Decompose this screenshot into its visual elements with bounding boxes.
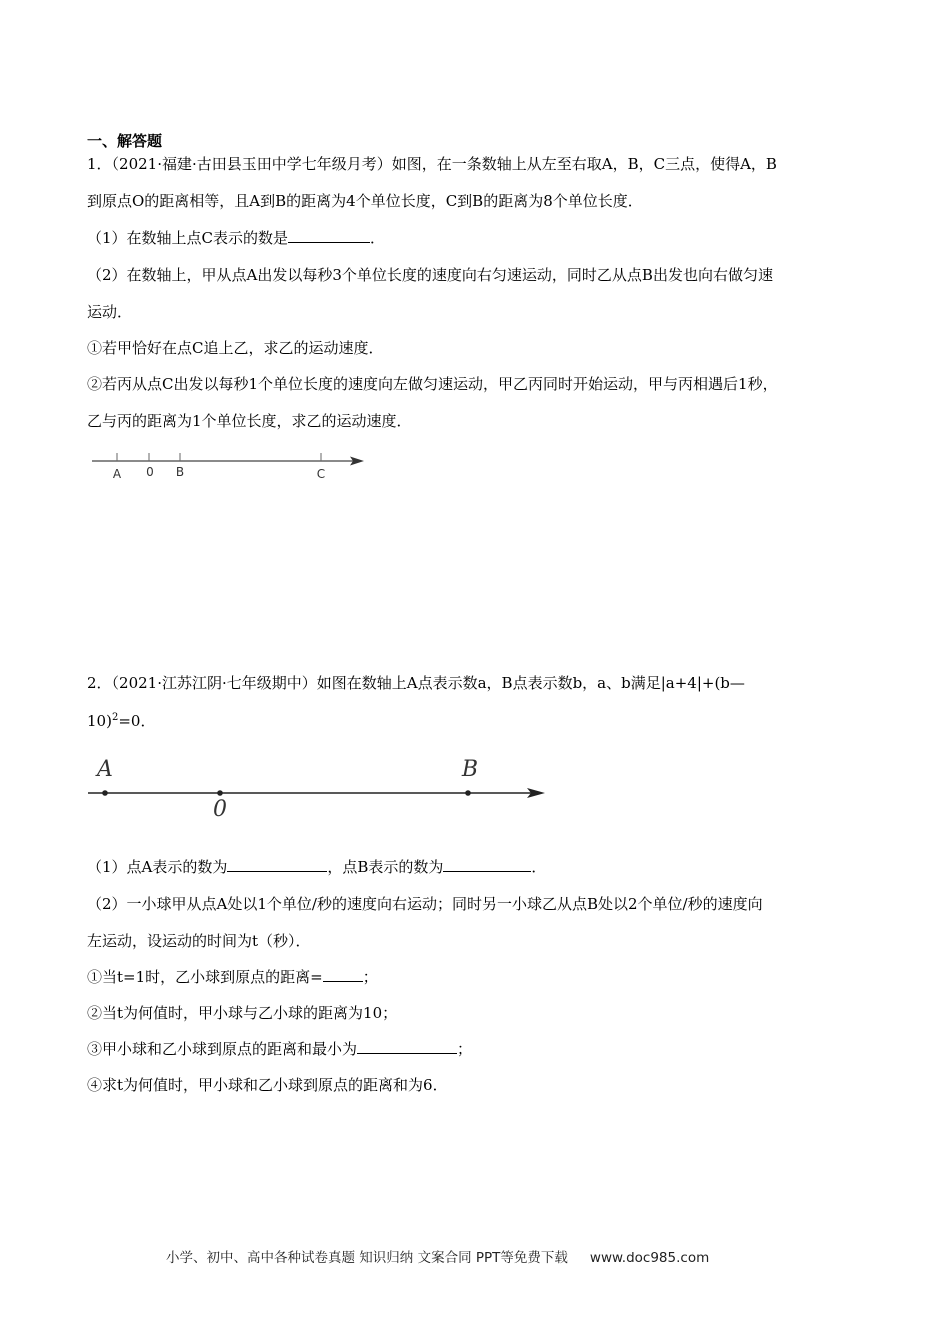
q2-part1-blank-a[interactable] bbox=[227, 857, 327, 872]
footer bbox=[166, 1246, 709, 1266]
q1-stem-line1 bbox=[87, 154, 777, 174]
q1-part1-suffix: ． bbox=[370, 229, 386, 247]
q1-label-0: 0 bbox=[146, 465, 154, 479]
q2-part1 bbox=[87, 857, 546, 877]
q1-part1 bbox=[87, 228, 385, 248]
q2-label-0: 0 bbox=[213, 797, 227, 822]
q1-number-line bbox=[88, 448, 373, 484]
q2-s1-blank[interactable] bbox=[323, 967, 363, 982]
q1-stem: 如图，在一条数轴上从左至右取A，B，C三点，使得A，B bbox=[391, 155, 777, 173]
q1-sub2-line1: ②若丙从点C出发以每秒1个单位长度的速度向左做匀速运动，甲乙丙同时开始运动，甲与丙相遇后1秒， bbox=[87, 375, 778, 393]
q2-label-a: A bbox=[97, 757, 113, 782]
q2-s4: ④求t为何值时，甲小球和乙小球到原点的距离和为6． bbox=[87, 1076, 448, 1094]
q2-number-line bbox=[84, 752, 552, 824]
q2-stem-line2 bbox=[87, 708, 155, 731]
section-title: 一、解答题 bbox=[87, 132, 163, 150]
q2-label-b: B bbox=[461, 757, 479, 782]
q2-number: 2． bbox=[87, 674, 112, 692]
q2-part2-line1: （2）一小球甲从点A处以1个单位/秒的速度向右运动；同时另一小球乙从点B处以2个单位/秒的速度向 bbox=[87, 895, 763, 913]
q2-part1-blank-b[interactable] bbox=[443, 857, 531, 872]
q2-s3 bbox=[87, 1039, 472, 1059]
q1-label-a: A bbox=[112, 467, 122, 481]
q1-number: 1． bbox=[87, 155, 112, 173]
q2-source: （2021·江苏江阴·七年级期中） bbox=[111, 674, 317, 692]
q2-s3-prefix: ③甲小球和乙小球到原点的距离和最小为 bbox=[87, 1040, 358, 1058]
q1-sub1: ①若甲恰好在点C追上乙，求乙的运动速度． bbox=[87, 339, 384, 357]
q1-part2-line1: （2）在数轴上，甲从点A出发以每秒3个单位长度的速度向右匀速运动，同时乙从点B出发也向右做匀速 bbox=[87, 266, 773, 284]
q2-point-a bbox=[102, 790, 108, 796]
q1-part2-line2: 运动． bbox=[87, 303, 133, 321]
q2-s3-blank[interactable] bbox=[357, 1039, 457, 1054]
q2-s1-suffix: ； bbox=[362, 968, 378, 986]
q2-s1-prefix: ①当t=1时，乙小球到原点的距离= bbox=[87, 968, 323, 986]
q2-s3-suffix: ； bbox=[457, 1040, 473, 1058]
q2-stem-line2-sup: 2 bbox=[111, 712, 119, 723]
q2-stem-line2-pre: 10) bbox=[87, 712, 112, 730]
q2-stem-line1 bbox=[87, 673, 745, 693]
q1-stem-line2: 到原点O的距离相等，且A到B的距离为4个单位长度，C到B的距离为8个单位长度． bbox=[87, 192, 643, 210]
q2-s2: ②当t为何值时，甲小球与乙小球的距离为10； bbox=[87, 1004, 398, 1022]
footer-text: 小学、初中、高中各种试卷真题 知识归纳 文案合同 PPT等免费下载 bbox=[166, 1250, 568, 1266]
q2-point-b bbox=[465, 790, 471, 796]
q1-label-b: B bbox=[175, 465, 185, 479]
q2-part1-b: ，点B表示的数为 bbox=[327, 858, 444, 876]
q1-source: （2021·福建·古田县玉田中学七年级月考） bbox=[111, 155, 392, 173]
q1-label-c: C bbox=[316, 467, 326, 481]
q2-stem: 如图在数轴上A点表示数a，B点表示数b，a、b满足|a+4|+(b— bbox=[316, 674, 745, 692]
q2-part1-end: ． bbox=[531, 858, 547, 876]
q2-stem-line2-post: =0． bbox=[118, 712, 156, 730]
q2-part1-a: （1）点A表示的数为 bbox=[87, 858, 228, 876]
q2-part2-line2: 左运动，设运动的时间为t（秒）． bbox=[87, 932, 311, 950]
q1-part1-blank[interactable] bbox=[288, 228, 370, 243]
q2-s1 bbox=[87, 967, 378, 987]
q1-part1-prefix: （1）在数轴上点C表示的数是 bbox=[87, 229, 289, 247]
q2-point-0 bbox=[217, 790, 223, 796]
q1-sub2-line2: 乙与丙的距离为1个单位长度，求乙的运动速度． bbox=[87, 412, 412, 430]
footer-site-link[interactable]: www.doc985.com bbox=[589, 1250, 710, 1266]
